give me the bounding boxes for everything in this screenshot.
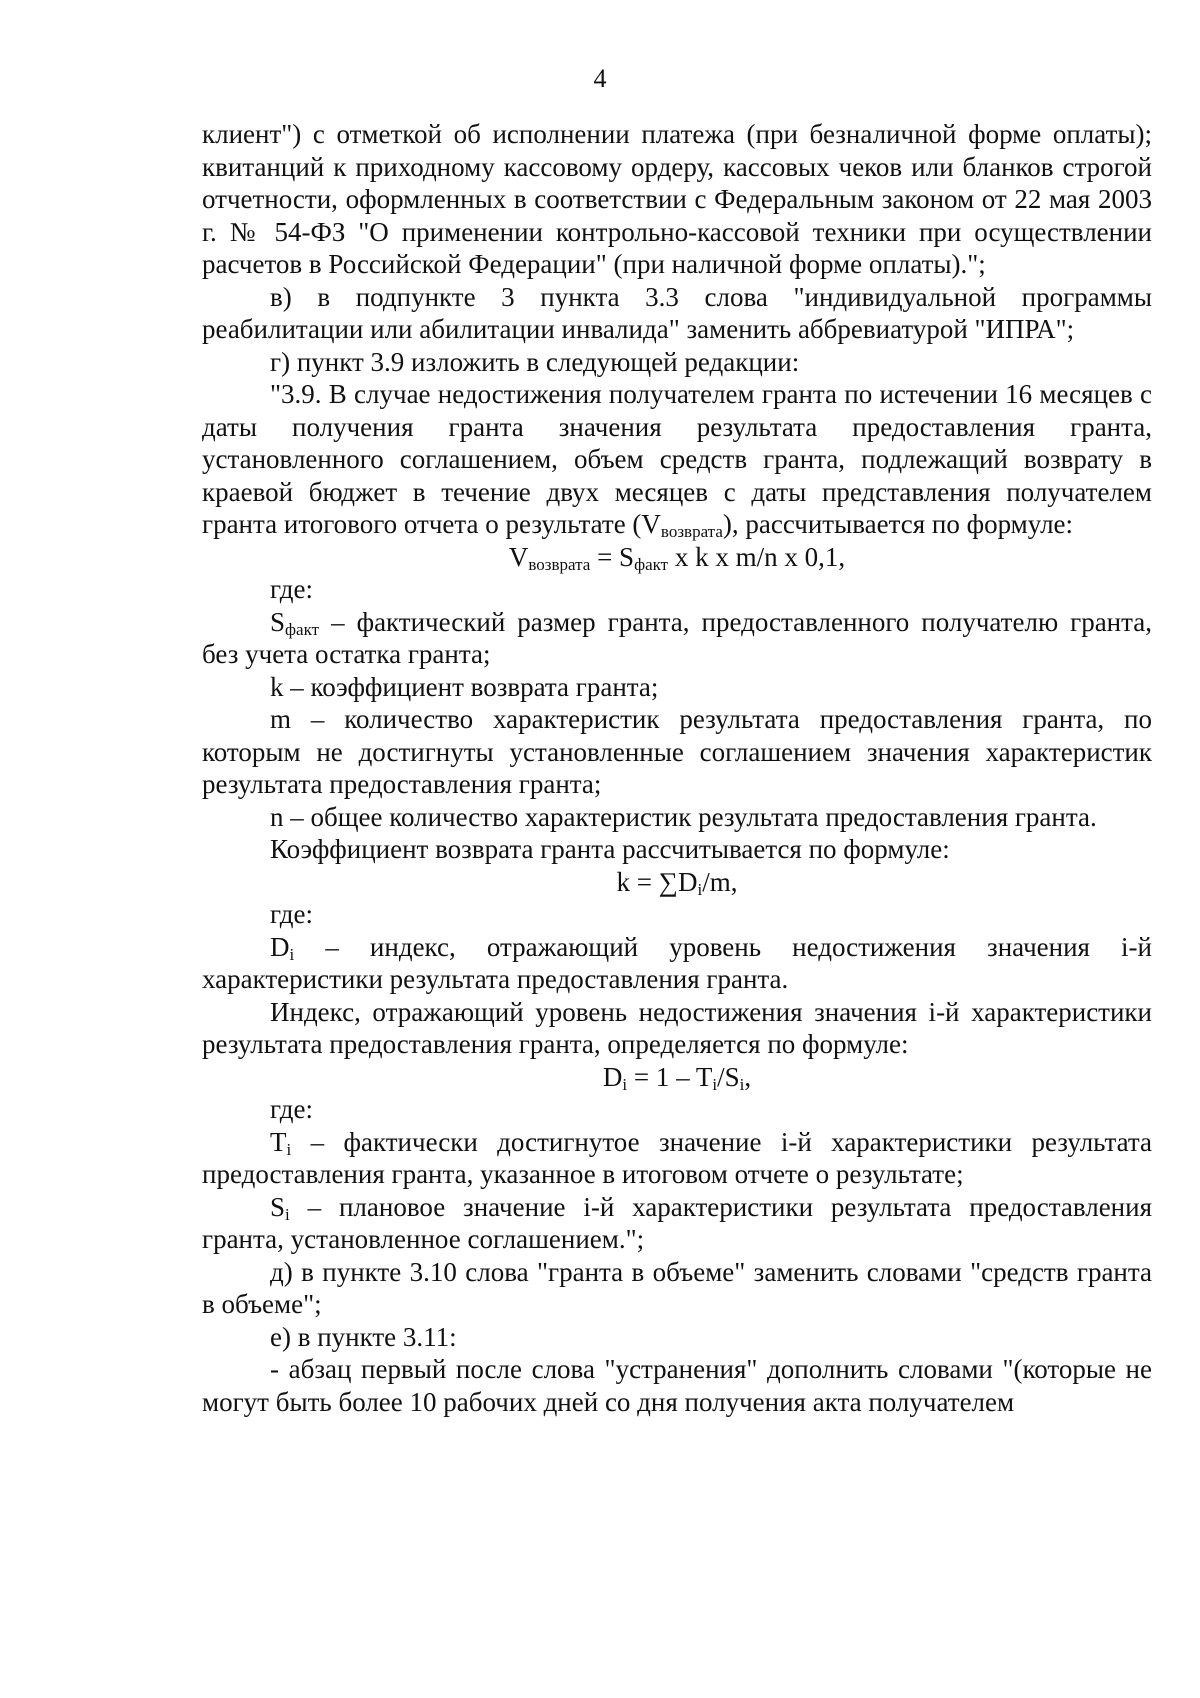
v-return-subscript: возврата bbox=[660, 522, 723, 541]
formula-d-sub: i bbox=[622, 1074, 628, 1094]
di-symbol: D bbox=[270, 931, 290, 962]
formula-s2-sub: i bbox=[739, 1074, 745, 1094]
paragraph-3-9 bbox=[202, 378, 1152, 541]
formula-t: = 1 – T bbox=[627, 1061, 713, 1092]
formula-rest: x k x m/n x 0,1, bbox=[668, 541, 846, 572]
formula-k bbox=[202, 866, 1152, 899]
formula-k-end: /m, bbox=[702, 866, 738, 897]
def-k: k – коэффициент возврата гранта; bbox=[270, 671, 659, 702]
formula-t-sub: i bbox=[712, 1074, 718, 1094]
si-symbol: S bbox=[270, 1191, 286, 1222]
formula-d: D bbox=[602, 1061, 623, 1092]
formula-s: = S bbox=[590, 541, 635, 572]
paragraph-3-9-text: "3.9. В случае недостижения получателем гранта по истечении 16 месяцев с даты получения гранта значения результата предоставления гранта, установленного соглашением, объем средств гранта, подлежащий возврату в краевой бюджет в течение двух месяцев с даты представления получателем гранта итогового отчета о результате (V bbox=[202, 379, 1152, 539]
label-where-1: где: bbox=[270, 574, 313, 604]
document-body bbox=[202, 118, 1152, 1418]
s-fakt-subscript: факт bbox=[285, 619, 320, 639]
ti-symbol: T bbox=[270, 1126, 287, 1157]
formula-k-start: k = ∑D bbox=[616, 866, 698, 897]
def-m: m – количество характеристик результата предоставления гранта, по которым не достигнуты установленные соглашением значения характеристик результата предоставления гранта; bbox=[202, 704, 1152, 799]
formula-s-sub: факт bbox=[634, 554, 669, 574]
index-intro: Индекс, отражающий уровень недостижения значения i-й характеристики результата предоставления гранта, определяется по формуле: bbox=[202, 996, 1152, 1059]
paragraph-subpoint-g: г) пункт 3.9 изложить в следующей редакции: bbox=[270, 346, 800, 377]
paragraph-first-abzac: - абзац первый после слова "устранения" дополнить словами "(которые не могут быть более 10 рабочих дней со дня получения акта получателем bbox=[202, 1354, 1152, 1417]
def-s-fakt bbox=[202, 606, 1152, 671]
paragraph-3-9-tail: ), рассчитывается по формуле: bbox=[722, 509, 1074, 539]
paragraph-subpoint-v: в) в подпункте 3 пункта 3.3 слова "индивидуальной программы реабилитации или абилитации инвалида" заменить аббревиатурой "ИПРА"; bbox=[202, 281, 1152, 344]
ti-subscript: i bbox=[286, 1139, 292, 1159]
di-subscript: i bbox=[289, 944, 295, 964]
si-definition: – плановое значение i-й характеристики результата предоставления гранта, установленное соглашением."; bbox=[202, 1191, 1152, 1254]
def-si bbox=[202, 1191, 1152, 1256]
page-number: 4 bbox=[593, 64, 607, 93]
formula-v-sub: возврата bbox=[528, 554, 591, 574]
def-ti bbox=[202, 1126, 1152, 1191]
formula-v-return bbox=[202, 541, 1152, 574]
paragraph-payment-docs: клиент") с отметкой об исполнении платежа (при безналичной форме оплаты); квитанций к приходному кассовому ордеру, кассовых чеков или бланков строгой отчетности, оформленных в соответствии с Федеральным законом от 22 мая 2003 г. № 54-ФЗ "О применении контрольно-кассовой техники при осуществлении расчетов в Российской Федерации" (при наличной форме оплаты)."; bbox=[202, 119, 1152, 279]
formula-di bbox=[202, 1061, 1152, 1094]
label-where-3: где: bbox=[270, 1094, 313, 1124]
s-fakt-definition: – фактический размер гранта, предоставленного получателю гранта, без учета остатка гранта; bbox=[202, 606, 1152, 669]
formula-di-end: , bbox=[744, 1061, 752, 1092]
k-formula-intro: Коэффициент возврата гранта рассчитывается по формуле: bbox=[270, 834, 950, 864]
di-definition: – индекс, отражающий уровень недостижения значения i-й характеристики результата предоставления гранта. bbox=[202, 931, 1152, 994]
s-fakt-symbol: S bbox=[270, 606, 286, 637]
formula-v: V bbox=[508, 541, 529, 572]
si-subscript: i bbox=[285, 1204, 290, 1224]
def-n: n – общее количество характеристик результата предоставления гранта. bbox=[270, 801, 1097, 832]
paragraph-subpoint-d: д) в пункте 3.10 слова "гранта в объеме" заменить словами "средств гранта в объеме"; bbox=[202, 1256, 1152, 1319]
formula-k-sub: i bbox=[697, 879, 703, 899]
paragraph-subpoint-e: е) в пункте 3.11: bbox=[270, 1321, 457, 1352]
label-where-2: где: bbox=[270, 899, 313, 929]
formula-s2: /S bbox=[717, 1061, 740, 1092]
ti-definition: – фактически достигнутое значение i-й характеристики результата предоставления гранта, указанное в итоговом отчете о результате; bbox=[202, 1126, 1152, 1189]
def-di bbox=[202, 931, 1152, 996]
